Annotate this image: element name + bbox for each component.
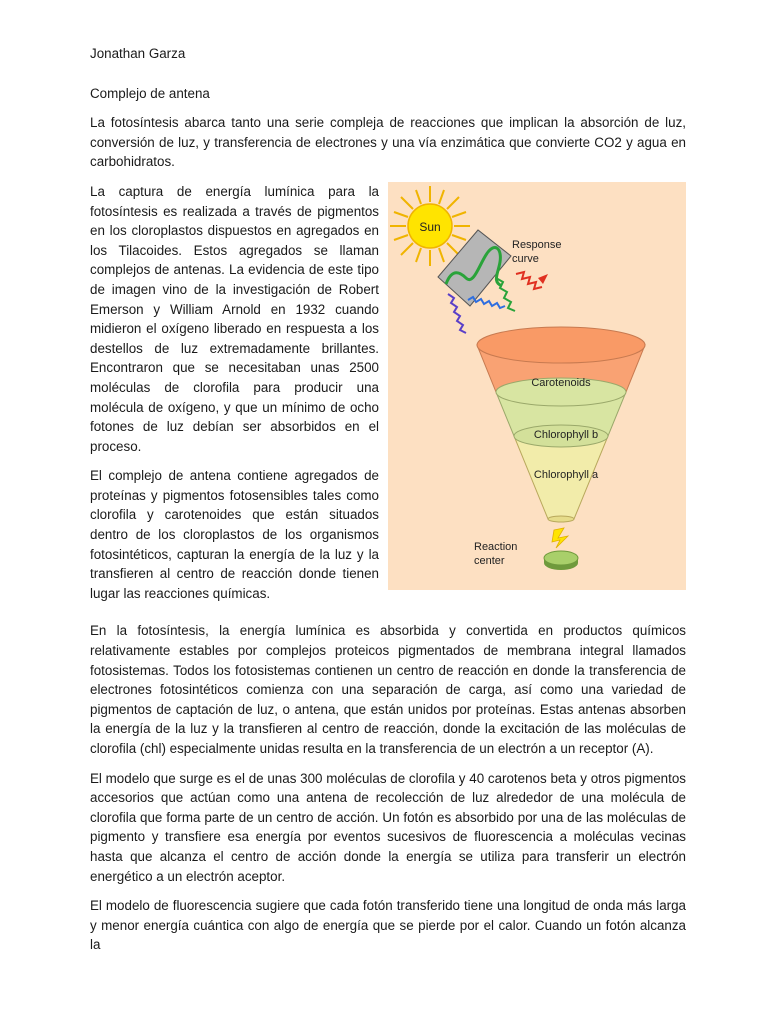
red-wave xyxy=(516,272,542,289)
antenna-complex-figure xyxy=(388,182,686,590)
author-name: Jonathan Garza xyxy=(90,46,186,61)
paragraph-antenna-complex: El complejo de antena contiene agregados de proteínas y pigmentos fotosensibles tales como clorofila y carotenoides que están situados dentro de los cloroplastos de los organismos fotosintéticos, capturan la energía de la luz y la transfieren al centro de reacción donde tienen lugar las reacciones químicas. xyxy=(90,468,379,601)
response-label-line2: curve xyxy=(512,252,539,265)
paragraph-intro: La fotosíntesis abarca tanto una serie compleja de reacciones que implican la absorción de luz, conversión de luz, y transferencia de electrones y una vía enzimática que convierte CO2 y agua en carbohidratos. xyxy=(90,115,686,170)
carotenoids-label: Carotenoids xyxy=(531,376,591,389)
chlorophyll-b-label: Chlorophyll b xyxy=(533,428,599,441)
red-wave-arrow xyxy=(538,274,548,284)
antenna-funnel-diagram xyxy=(388,182,686,590)
text-with-figure xyxy=(90,182,686,613)
reaction-center-disk xyxy=(544,551,578,570)
left-text-column xyxy=(90,182,379,613)
pigment-funnel xyxy=(477,327,645,522)
funnel-top xyxy=(477,327,645,363)
chlorophyll-a-label: Chlorophyll a xyxy=(533,468,599,481)
paragraph-light-capture: La captura de energía lumínica para la fotosíntesis es realizada a través de pigmentos en los cloroplastos dispuestos en agregados en los Tilacoides. Estos agregados se llaman complejos de antenas. La evidencia de este tipo de imagen vino de la investigación de Robert Emerson y William Arnold en 1932 cuando midieron el oxígeno liberado en respuesta a los destellos de luz extremadamente brillantes. Encontraron que se necesitaban unas 2500 moléculas de clorofila para producir una molécula de oxígeno, y que un mínimo de ocho fotones de luz debían ser absorbidos en el proceso. xyxy=(90,183,379,454)
energy-spark-icon xyxy=(552,528,568,548)
document-page xyxy=(90,44,686,965)
response-label-line1: Response xyxy=(512,238,562,251)
reaction-label-line1: Reaction xyxy=(474,540,518,553)
section-title: Complejo de antena xyxy=(90,85,210,101)
paragraph-model: El modelo que surge es el de unas 300 moléculas de clorofila y 40 carotenos beta y otros pigmentos accesorios que actúan como una antena de recolección de luz alrededor de una molécula de clorofila que forma parte de un centro de acción. Un fotón es absorbido por una de las moléculas de pigmento y transfiere esa energía por eventos sucesivos de fluorescencia a moléculas vecinas hasta que alcanza el centro de acción donde la energía se utiliza para transferir un electrón energético a un electrón aceptor. xyxy=(90,770,686,884)
reaction-label-line2: center xyxy=(474,554,505,567)
sun-label: Sun xyxy=(419,219,441,234)
paragraph-fluorescence: El modelo de fluorescencia sugiere que cada fotón transferido tiene una longitud de onda más larga y menor energía cuántica con algo de energía que se pierde por el calor. Cuando un fotón alcanza la xyxy=(90,898,686,953)
blue-wave xyxy=(468,297,505,308)
paragraph-photosystems: En la fotosíntesis, la energía lumínica es absorbida y convertida en productos químicos relativamente estables por complejos proteicos pigmentados de membrana integral llamados fotosistemas. Todos los fotosistemas contienen un centro de reacción en donde la transferencia de electrones fotosintéticos comienza con una separación de carga, así como una variedad de pigmentos de captación de luz, o antena, que están unidos por proteínas. Estas antenas absorben la energía de la luz y la transfieren al centro de reacción, donde la excitación de las moléculas de clorofila (chl) especialmente unidas resulta en la transferencia de un electrón a un receptor (A). xyxy=(90,623,686,756)
